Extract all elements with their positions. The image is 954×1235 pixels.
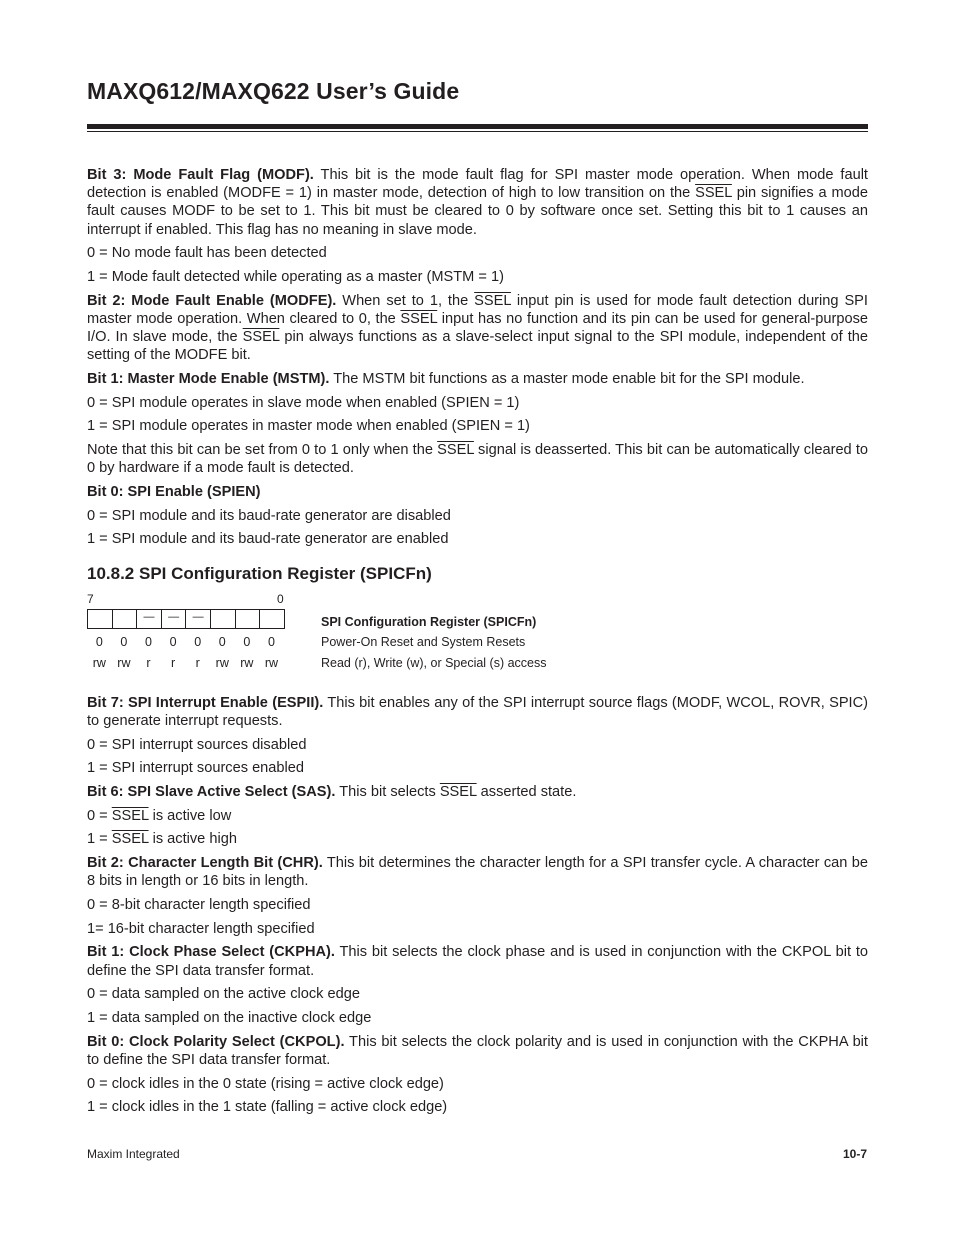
ssel-signal: SSEL (437, 442, 474, 459)
reset-value: 0 (218, 634, 226, 649)
sas-text-2: asserted state. (476, 783, 577, 800)
register-bit-cell (260, 610, 284, 628)
modf-value-1: 1 = Mode fault detected while operating as a master (MSTM = 1) (87, 269, 504, 286)
register-bit-cell: — (137, 610, 162, 628)
ckpol-description (87, 1033, 868, 1069)
footer-page-number: 10-7 (842, 1147, 867, 1161)
document-title: MAXQ612/MAXQ622 User’s Guide (87, 78, 460, 104)
sas-value-0 (87, 807, 868, 825)
ckpol-text-1: This bit selects the clock polarity and is used in conjunction with the CKPHA bit to define the SPI data transfer format. (87, 1033, 868, 1068)
mstm-note-text-2: signal is deasserted. This bit can be automatically cleared to 0 by hardware if a mode fault is detected. (87, 442, 868, 477)
spien-value-0: 0 = SPI module and its baud-rate generator are disabled (87, 507, 451, 524)
access-type: r (195, 655, 200, 670)
chr-value-1: 1= 16-bit character length specified (87, 920, 315, 937)
access-type: rw (215, 655, 229, 670)
ssel-signal: SSEL (400, 310, 438, 327)
reset-value: 0 (267, 634, 275, 649)
content (87, 166, 868, 1122)
register-bit-cell (236, 610, 261, 628)
mstm-heading: Bit 1: Master Mode Enable (MSTM). (87, 371, 330, 388)
footer-company: Maxim Integrated (87, 1147, 180, 1161)
sas-value-1-suffix: is active high (148, 831, 237, 848)
espii-value-1: 1 = SPI interrupt sources enabled (87, 760, 305, 777)
register-access-types (87, 656, 284, 670)
sas-value-1 (87, 830, 868, 848)
espii-text-1: This bit enables any of the SPI interrupt source flags (MODF, WCOL, ROVR, SPIC) to generate interrupt requests. (87, 694, 869, 729)
modf-text-1: This bit is the mode fault flag for SPI master mode operation. When mode fault detection is enabled (MODFE = 1) in master mode, detection of high to low transition on the (87, 167, 868, 202)
access-type: rw (264, 655, 279, 670)
chr-text-1: This bit determines the character length for a SPI transfer cycle. A character can be 8 bits in length or 16 bits in length. (87, 855, 868, 890)
reset-value: 0 (243, 634, 251, 649)
modf-heading: Bit 3: Mode Fault Flag (MODF). (87, 167, 314, 183)
chr-value-0: 0 = 8-bit character length specified (87, 896, 311, 913)
espii-description (87, 694, 868, 730)
ckpha-value-1: 1 = data sampled on the inactive clock edge (87, 1010, 372, 1026)
mstm-value-1: 1 = SPI module operates in master mode when enabled (SPIEN = 1) (87, 418, 530, 435)
spien-description (87, 483, 868, 501)
access-type: r (146, 655, 151, 670)
header-rule-thick (87, 124, 868, 129)
reset-value: 0 (120, 634, 128, 649)
register-bit-cell (211, 610, 236, 628)
access-type: r (170, 655, 176, 670)
section-heading: 10.8.2 SPI Configuration Register (SPICFn) (87, 563, 432, 583)
register-bit-cell (113, 610, 138, 628)
access-type: rw (117, 655, 131, 670)
access-type: rw (240, 655, 254, 670)
modf-value-0: 0 = No mode fault has been detected (87, 245, 327, 262)
register-bit-cells (87, 609, 285, 629)
reset-value: 0 (95, 634, 103, 649)
register-bit-low: 0 (277, 591, 284, 606)
sas-value-0-prefix: 0 = (87, 807, 112, 824)
ckpol-heading: Bit 0: Clock Polarity Select (CKPOL). (87, 1033, 345, 1050)
register-reset-label: Power-On Reset and System Resets (321, 635, 526, 650)
chr-description (87, 854, 868, 890)
register-diagram (87, 592, 868, 688)
register-legend (321, 612, 547, 674)
sas-value-0-suffix: is active low (148, 807, 232, 824)
ssel-signal: SSEL (439, 783, 477, 800)
mstm-text-1: The MSTM bit functions as a master mode enable bit for the SPI module. (329, 371, 805, 388)
espii-value-0: 0 = SPI interrupt sources disabled (87, 736, 307, 753)
ssel-signal: SSEL (111, 807, 149, 824)
mstm-note (87, 441, 868, 477)
modf-description (87, 166, 868, 239)
reset-value: 0 (169, 634, 177, 649)
register-bit-cell (88, 610, 113, 628)
register-bit-high: 7 (87, 591, 94, 606)
sas-description (87, 783, 868, 801)
spien-value-1: 1 = SPI module and its baud-rate generator are enabled (87, 531, 449, 548)
modfe-text-2: input pin is used for mode fault detection during SPI master mode operation. When cleared to 0, the (87, 292, 868, 327)
modfe-description (87, 292, 868, 365)
mstm-value-0: 0 = SPI module operates in slave mode when enabled (SPIEN = 1) (87, 394, 520, 411)
ckpol-value-0: 0 = clock idles in the 0 state (rising = active clock edge) (87, 1075, 444, 1092)
ssel-signal: SSEL (474, 292, 511, 309)
register-name: SPI Configuration Register (SPICFn) (321, 614, 537, 629)
ckpha-description (87, 943, 868, 979)
register-access-label: Read (r), Write (w), or Special (s) access (321, 655, 547, 670)
espii-heading: Bit 7: SPI Interrupt Enable (ESPII). (87, 694, 324, 711)
register-reset-values (87, 635, 284, 649)
mstm-note-text-1: Note that this bit can be set from 0 to 1 only when the (87, 442, 438, 459)
register-bit-cell: — (186, 610, 211, 628)
mstm-description (87, 370, 868, 388)
sas-text-1: This bit selects (335, 783, 440, 800)
ckpha-heading: Bit 1: Clock Phase Select (CKPHA). (87, 944, 335, 961)
access-type: rw (92, 655, 106, 670)
register-bit-cell: — (162, 610, 187, 628)
reset-value: 0 (145, 634, 152, 649)
sas-heading: Bit 6: SPI Slave Active Select (SAS). (87, 783, 336, 800)
ckpha-text-1: This bit selects the clock phase and is used in conjunction with the CKPOL bit to define the SPI data transfer format. (87, 944, 868, 979)
spien-heading: Bit 0: SPI Enable (SPIEN) (87, 484, 261, 501)
ssel-signal: SSEL (111, 831, 149, 848)
reset-value: 0 (194, 634, 202, 649)
modf-text-2: pin signifies a mode fault causes MODF to be set to 1. This bit must be cleared to 0 by software once set. Setting this bit to 1 causes an interrupt if enabled. This flag has no meaning in slave mode. (87, 185, 868, 238)
chr-heading: Bit 2: Character Length Bit (CHR). (87, 855, 323, 872)
ssel-signal: SSEL (695, 185, 732, 202)
ckpha-value-0: 0 = data sampled on the active clock edge (87, 986, 360, 1003)
modfe-text-1: When set to 1, the (336, 292, 475, 309)
sas-value-1-prefix: 1 = (87, 831, 112, 848)
header-rule-thin (87, 131, 868, 132)
modfe-text-4: pin always functions as a slave-select input signal to the SPI module, independent of the setting of the MODFE bit. (87, 329, 868, 364)
ckpol-value-1: 1 = clock idles in the 1 state (falling = active clock edge) (87, 1099, 448, 1116)
modfe-heading: Bit 2: Mode Fault Enable (MODFE). (87, 292, 337, 309)
ssel-signal: SSEL (242, 329, 280, 346)
modfe-text-3: input has no function and its pin can be used for general-purpose I/O. In slave mode, the (87, 310, 868, 346)
